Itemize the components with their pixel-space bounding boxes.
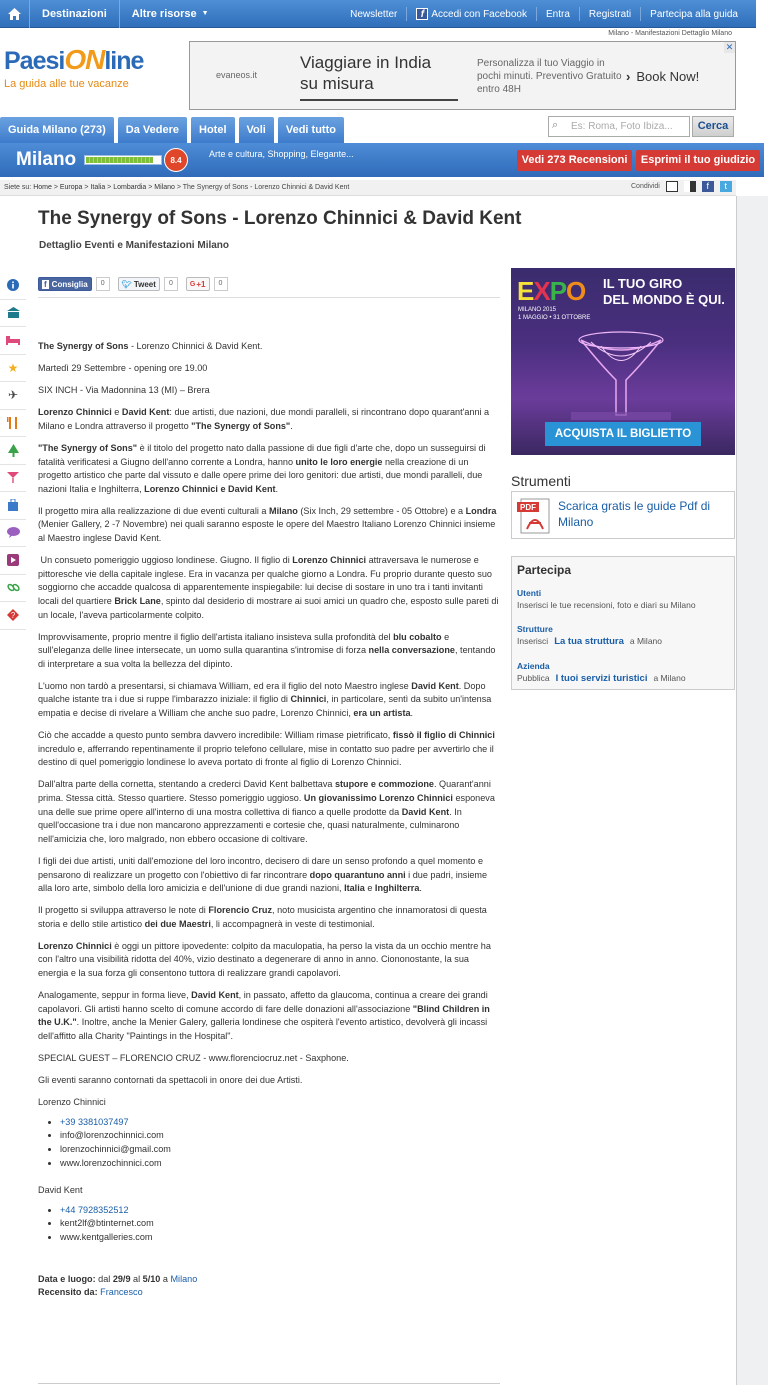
events-note: Gli eventi saranno contornati da spettacoli in onore dei due Artisti. xyxy=(38,1075,303,1086)
tools-heading: Strumenti xyxy=(511,473,571,489)
hotel-bed-icon[interactable] xyxy=(0,327,26,355)
ad-advertiser: evaneos.it xyxy=(216,70,258,80)
rating-bar xyxy=(84,155,162,165)
structures-link[interactable]: Strutture xyxy=(517,624,553,634)
page-title: The Synergy of Sons - Lorenzo Chinnici & David Kent xyxy=(38,208,522,229)
right-gutter xyxy=(737,196,768,1385)
logo-wordmark: PaesiONline xyxy=(4,44,144,75)
twitter-icon: 🐦︎ xyxy=(121,279,132,289)
tab-guida-milano[interactable]: Guida Milano (273) xyxy=(0,117,114,143)
reviewed-by: Recensito da: Francesco xyxy=(38,1287,143,1298)
add-structure-link[interactable]: La tua struttura xyxy=(554,636,624,647)
tab-vedi-tutto[interactable]: Vedi tutto xyxy=(278,117,344,143)
publish-services-link[interactable]: I tuoi servizi turistici xyxy=(555,673,648,684)
breadcrumb-lombardia[interactable]: Lombardia xyxy=(113,184,147,191)
rating-badge: 8.4 xyxy=(164,148,188,172)
article-paragraph: Lorenzo Chinnici è oggi un pittore ipovedente: colpito da maculopatia, ha perso la vista da un occhio mentre ha con l'altro una visibilità ridotta del 40%, vizio destinato a degenerare di anno in anno. Ciononostante, la sua energia e la sua forza gli consentono tuttora di realizzare grandi capolavori. xyxy=(38,940,491,979)
article-paragraph: Dall'altra parte della cornetta, stentando a crederci David Kent balbettava stupore e commozione. Quarant'anni prima. Stessa città. Stesso quartiere. Stesso pomeriggio uggioso. Un giovanissimo Lorenzo Chinnici esponeva una delle sue prime opere all'interno di una mostra collettiva di fianco a quelle prodotte da David Kent. In quell'occasione tra i due non mancarono apprezzamenti e cortesie che, quasi naturalmente, culminarono nell'amicizia che, loro malgrado, non ebbero occasione di coltivare. xyxy=(38,779,495,844)
tweet-count: 0 xyxy=(164,277,178,291)
list-item: • www.lorenzochinnici.com xyxy=(60,1157,500,1171)
tree-of-life-image xyxy=(571,320,671,420)
business-link[interactable]: Azienda xyxy=(517,661,550,671)
video-icon[interactable] xyxy=(0,547,26,575)
google-plus-button[interactable]: G +1 xyxy=(186,277,210,291)
svg-text:PDF: PDF xyxy=(520,503,536,512)
nav-destinazioni[interactable]: Destinazioni xyxy=(30,0,120,28)
google-plus-count: 0 xyxy=(214,277,228,291)
page-subtitle: Dettaglio Eventi e Manifestazioni Milano xyxy=(39,240,230,251)
search-input[interactable]: Es: Roma, Foto Ibiza... xyxy=(548,116,690,137)
divider xyxy=(38,297,500,298)
tab-da-vedere[interactable]: Da Vedere xyxy=(118,117,187,143)
tweet-button[interactable]: 🐦︎ Tweet xyxy=(118,277,160,291)
twitter-share-icon[interactable]: t xyxy=(720,181,732,192)
rating-bar-fill xyxy=(86,157,153,163)
ad-description: Personalizza il tuo Viaggio in pochi minuti. Preventivo Gratuito entro 48H xyxy=(477,58,622,95)
list-item[interactable]: • +39 3381037497 xyxy=(60,1116,500,1130)
facebook-icon: f xyxy=(44,279,47,289)
breadcrumb-italia[interactable]: Italia xyxy=(90,184,106,191)
top-location-label: Milano - Manifestazioni Dettaglio Milano xyxy=(608,30,732,37)
article-paragraph: Improvvisamente, proprio mentre il figlio dell'artista italiano insisteva sulla profondità del blu cobalto e sull'eleganza delle linee intersecate, un uomo sulla quarantina s'intromise di forza nella conversazione, tentando di interpretare a sua volta la bellezza del dipinto. xyxy=(38,631,496,669)
article-paragraph: "The Synergy of Sons" è il titolo del progetto nato dalla passione di due figli d'arte che, dopo un susseguirsi di fatalità verificatesi a Giugno dell'anno corrente a Londra, hanno unito le loro energie nella creazione di un progetto artistico che parte dal vissuto e dalle opere prime dei loro genitori: due artisti, due mondi paralleli, due nazioni Italia e Inghilterra, Lorenzo Chinnici e David Kent. xyxy=(38,442,486,494)
tab-voli[interactable]: Voli xyxy=(239,117,274,143)
city-tags: Arte e cultura, Shopping, Elegante... xyxy=(209,149,354,159)
nav-altre-risorse-label: Altre risorse xyxy=(131,7,197,20)
breadcrumb-home[interactable]: Home xyxy=(33,184,52,191)
article-paragraph: Il progetto si sviluppa attraverso le note di Florencio Cruz, noto musicista argentino che innamoratosi di questa storia e dello stile artistico dei due Maestri, li accompagnerà in veste di testimonial. xyxy=(38,905,487,929)
shopping-bag-icon[interactable] xyxy=(0,492,26,520)
facebook-share-icon[interactable]: f xyxy=(702,181,714,192)
contact-name-kent: David Kent xyxy=(38,1185,83,1196)
help-icon[interactable] xyxy=(0,602,26,630)
list-item: • lorenzochinnici@gmail.com xyxy=(60,1143,500,1157)
expo-logo: EXPO xyxy=(517,276,586,306)
facebook-like-button[interactable]: f Consiglia xyxy=(38,277,92,291)
list-item: • www.kentgalleries.com xyxy=(60,1231,500,1245)
article-paragraph: Un consueto pomeriggio uggioso londinese. Giugno. Il figlio di Lorenzo Chinnici attraversava le numerose e pittoresche vie della capitale inglese. Era in vacanza per qualche giorno a Londra. Fu proprio durante questo suo soggiorno che accadde qualcosa di apparentemente inspiegabile: lui decise di sostare in uno tra i tanti invitanti locali del quartiere Brick Lane, spinto dal desiderio di mostrare ai suoi amici un quadro che, esposto sulle pareti di un locale, l'aveva particolarmente colpito. xyxy=(38,555,499,620)
view-reviews-button[interactable]: Vedi 273 Recensioni xyxy=(517,150,632,171)
search-icon: ⌕ xyxy=(552,119,559,131)
breadcrumb-europa[interactable]: Europa xyxy=(59,184,83,191)
breadcrumb-milano[interactable]: Milano xyxy=(154,184,175,191)
ad-title: Viaggiare in India su misura xyxy=(300,53,432,93)
list-item[interactable]: • +44 7928352512 xyxy=(60,1204,500,1218)
share-label: Condividi xyxy=(631,183,660,190)
list-item: • info@lorenzochinnici.com xyxy=(60,1129,500,1143)
nav-altre-risorse[interactable] xyxy=(120,0,221,28)
info-icon[interactable] xyxy=(0,272,26,300)
breadcrumb-current: The Synergy of Sons - Lorenzo Chinnici & David Kent xyxy=(182,184,350,191)
search-button[interactable]: Cerca xyxy=(692,116,734,137)
tree-icon[interactable] xyxy=(0,437,26,465)
contribute-users xyxy=(517,587,696,611)
star-icon[interactable]: ★ xyxy=(0,355,26,383)
home-icon xyxy=(8,8,21,20)
facebook-login-link[interactable] xyxy=(406,7,536,21)
contact-name-chinnici: Lorenzo Chinnici xyxy=(38,1097,106,1108)
ad-divider xyxy=(300,99,458,101)
contact-list-chinnici xyxy=(60,1116,500,1170)
contact-list-kent xyxy=(60,1204,500,1245)
facebook-login-label: Accedi con Facebook xyxy=(431,8,527,20)
pdf-guide-box[interactable] xyxy=(511,491,735,539)
article-venue: SIX INCH - Via Madonnina 13 (MI) – Brera xyxy=(38,385,210,396)
contribute-structures: Strutture Inserisci La tua struttura a Milano xyxy=(517,624,663,647)
breadcrumb-prefix: Siete su: xyxy=(4,184,32,191)
divider xyxy=(38,1383,500,1384)
delicious-icon[interactable] xyxy=(684,181,696,192)
museum-icon[interactable] xyxy=(0,300,26,328)
article-paragraph: Analogamente, seppur in forma lieve, David Kent, in passato, affetto da glaucoma, continua a creare dei grandi capolavori. Gli artisti hanno scelto di comune accordo di fare delle donazioni all'associazione "Blind Children in the U.K.". Inoltre, anche la Menier Galery, galleria londinese che ospiterà l'evento artistico, devolverà gli incassi dell'affitto alla Charity "Paintings in the Hospital". xyxy=(38,990,490,1041)
article-body xyxy=(38,340,500,1308)
search-box xyxy=(548,116,734,137)
chevron-down-icon: ▼ xyxy=(201,10,209,17)
tab-hotel[interactable]: Hotel xyxy=(191,117,235,143)
users-link[interactable]: Utenti xyxy=(517,588,542,598)
article-paragraph: Lorenzo Chinnici e David Kent: due artisti, due nazioni, due mondi paralleli, si rincontrano dopo quarant'anni a Milano e Londra attraverso il progetto "The Synergy of Sons". xyxy=(38,407,490,431)
event-date-place: Data e luogo: dal 29/9 al 5/10 a Milano xyxy=(38,1273,198,1284)
author-link[interactable]: Francesco xyxy=(100,1287,143,1298)
section-tabs xyxy=(0,117,348,143)
list-item: • kent2lf@btinternet.com xyxy=(60,1217,500,1231)
facebook-like-count: 0 xyxy=(96,277,110,291)
contribute-box xyxy=(511,556,735,690)
share-tools xyxy=(631,181,732,192)
svg-text:?: ? xyxy=(10,611,16,621)
login-link[interactable]: Entra xyxy=(536,7,579,21)
top-navigation-bar xyxy=(0,0,756,28)
facebook-icon: f xyxy=(416,8,428,20)
article-date: Martedì 29 Settembre - opening ore 19.00 xyxy=(38,363,208,374)
chevron-right-icon: › xyxy=(626,69,631,84)
city-header xyxy=(0,143,764,177)
home-button[interactable] xyxy=(0,0,30,28)
link-icon[interactable] xyxy=(0,575,26,603)
article-paragraph: I figli dei due artisti, uniti dall'emozione del loro incontro, decisero di dare un senso profondo a quel momento e pensarono di realizzare un progetto con l'obiettivo di far rincontrare dopo quarantuno anni i due padri, insieme alla loro arte, simbolo della loro amicizia e dell'unione di due grandi nazioni, Italia e Inghilterra. xyxy=(38,855,488,894)
chat-bubble-icon[interactable] xyxy=(0,520,26,548)
pdf-guide-link[interactable]: Scarica gratis le guide Pdf di Milano xyxy=(558,499,711,529)
ad-close-icon[interactable]: ✕ xyxy=(725,42,734,52)
email-icon[interactable] xyxy=(666,181,678,192)
event-city-link[interactable]: Milano xyxy=(170,1273,198,1284)
side-toolbar xyxy=(0,272,26,630)
expo-ad-banner[interactable] xyxy=(511,268,735,455)
google-plus-icon: G xyxy=(189,280,196,288)
write-review-button[interactable]: Esprimi il tuo giudizio xyxy=(636,150,760,171)
advertisement-banner[interactable] xyxy=(189,41,736,110)
register-link[interactable]: Registrati xyxy=(579,7,640,21)
breadcrumb: Siete su: Home > Europa > Italia > Lombardia > Milano > The Synergy of Sons - Lorenzo Chinnici & David Kent xyxy=(0,180,736,196)
contribute-business: Azienda Pubblica I tuoi servizi turistici a Milano xyxy=(517,661,686,684)
logo-tagline: La guida alle tue vacanze xyxy=(4,78,129,90)
plane-icon[interactable]: ✈ xyxy=(0,382,26,410)
pdf-icon xyxy=(517,497,553,535)
newsletter-link[interactable]: Newsletter xyxy=(350,8,398,20)
cocktail-icon[interactable] xyxy=(0,465,26,493)
restaurant-icon[interactable] xyxy=(0,410,26,438)
special-guest: SPECIAL GUEST – FLORENCIO CRUZ - www.florenciocruz.net - Saxphone. xyxy=(38,1053,349,1064)
article-paragraph: L'uomo non tardò a presentarsi, si chiamava William, ed era il figlio del noto Maestro inglese David Kent. Dopo qualche istante tra i due si ruppe l'imbarazzo iniziale: il figlio di Chinnici, in particolare, sentì da subito un'intensa empatia e decise di rivelare a William che anche suo padre, Lorenzo Chinnici, era un artista. xyxy=(38,680,492,719)
expo-dates: MILANO 2015 1 MAGGIO • 31 OTTOBRE xyxy=(518,307,591,321)
buy-ticket-button[interactable]: ACQUISTA IL BIGLIETTO xyxy=(545,422,701,446)
article-paragraph: Il progetto mira alla realizzazione di due eventi culturali a Milano (Six Inch, 29 settembre - 05 Ottobre) e a Londra (Menier Gallery, 2 -7 Novembre) nei quali saranno esposte le opere del Maestro Italiano Lorenzo Chinnici insieme al Maestro inglese David Kent. xyxy=(38,505,497,544)
contribute-heading: Partecipa xyxy=(517,563,572,577)
social-share-bar xyxy=(38,277,232,291)
article-intro: The Synergy of Sons - Lorenzo Chinnici & David Kent. xyxy=(38,341,263,351)
users-description: Inserisci le tue recensioni, foto e diari su Milano xyxy=(517,600,696,610)
site-logo[interactable] xyxy=(4,44,154,100)
article-paragraph: Ciò che accadde a questo punto sembra davvero incredibile: William rimase pietrificato, fissò il figlio di Chinnici incredulo e, afferrando repentinamente il proprio telefono cellulare, mise in contatto suo padre per avvertirlo che il destino di quel pomeriggio londinese lo aveva portato di fronte al figlio di Lorenzo Chinnici. xyxy=(38,730,495,768)
city-name: Milano xyxy=(16,149,77,170)
contribute-link[interactable]: Partecipa alla guida xyxy=(640,7,756,21)
expo-headline: IL TUO GIRO DEL MONDO È QUI. xyxy=(603,276,725,307)
ad-book-now-button[interactable]: › Book Now! xyxy=(626,69,700,84)
